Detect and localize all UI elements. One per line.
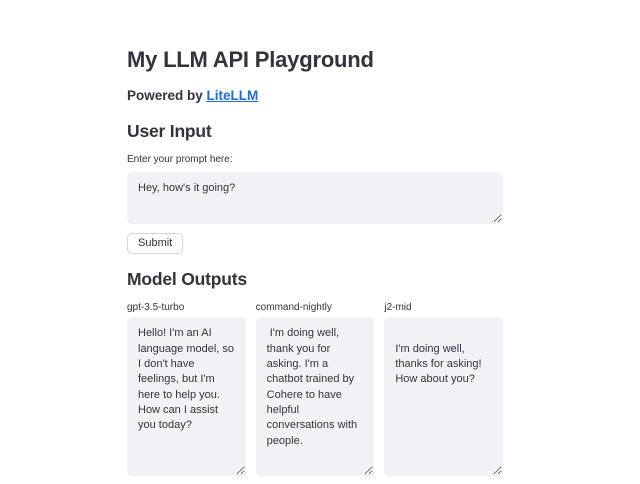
model-output-textarea-command-nightly[interactable] xyxy=(256,317,375,476)
prompt-textarea[interactable] xyxy=(127,172,503,224)
powered-by-text: Powered by xyxy=(127,87,207,103)
model-column-gpt-3-5-turbo xyxy=(127,301,246,476)
model-label: command-nightly xyxy=(255,302,332,314)
model-outputs-heading: Model Outputs xyxy=(127,269,247,290)
model-label: j2-mid xyxy=(384,302,412,314)
litellm-link[interactable]: LiteLLM xyxy=(206,87,259,103)
app-container xyxy=(127,0,503,476)
user-input-heading: User Input xyxy=(127,121,212,142)
model-outputs-columns xyxy=(127,301,503,476)
model-label: gpt-3.5-turbo xyxy=(127,302,185,314)
model-output-textarea-gpt-3-5-turbo[interactable] xyxy=(127,317,246,476)
model-column-j2-mid xyxy=(384,301,503,476)
submit-button[interactable]: Submit xyxy=(127,233,183,254)
model-column-command-nightly xyxy=(256,301,375,476)
page-title: My LLM API Playground xyxy=(127,47,374,72)
powered-by-line xyxy=(127,88,503,105)
prompt-label: Enter your prompt here: xyxy=(127,154,233,166)
model-output-textarea-j2-mid[interactable] xyxy=(384,317,503,476)
